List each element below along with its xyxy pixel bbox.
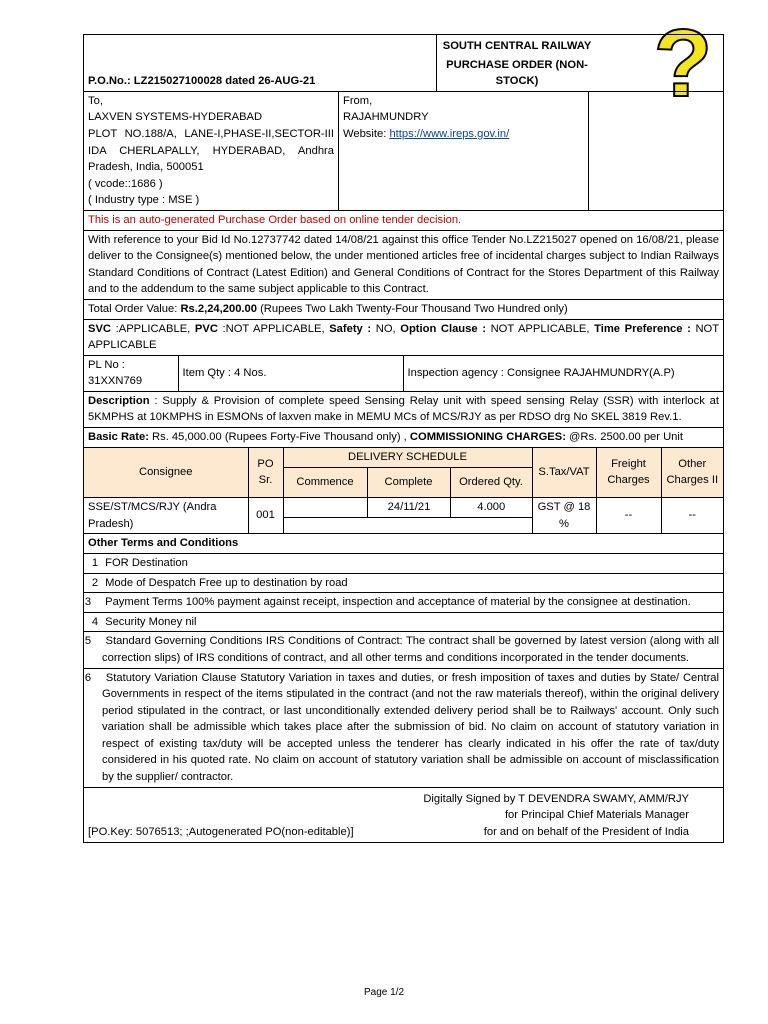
- term-1: 1 FOR Destination: [84, 553, 724, 573]
- digital-signature: Digitally Signed by T DEVENDRA SWAMY, AMM/RJY: [423, 792, 690, 805]
- for-pcmm: for Principal Chief Materials Manager: [504, 809, 690, 822]
- title-cell: [437, 35, 724, 92]
- header-stax: S.Tax/VAT: [532, 448, 596, 498]
- header-delivery-schedule: DELIVERY SCHEDULE: [283, 448, 532, 468]
- po-number-cell: [84, 35, 437, 92]
- header-commence: Commence: [283, 468, 367, 498]
- pl-number: 31XXN769: [88, 375, 143, 388]
- commissioning-label: COMMISSIONING CHARGES:: [409, 431, 566, 444]
- from-label: From,: [343, 94, 373, 107]
- total-order-label: Total Order Value:: [88, 302, 178, 315]
- item-qty: Item Qty : 4 Nos.: [178, 356, 403, 391]
- row-freight: --: [596, 498, 661, 534]
- row-complete: 24/11/21: [368, 498, 451, 517]
- to-address-cell: [84, 91, 339, 210]
- vendor-address: PLOT NO.188/A, LANE-I,PHASE-II,SECTOR-III IDA CHERLAPALLY, HYDERABAD, Andhra Pradesh, India, 500051: [88, 127, 334, 174]
- description-label: Description: [88, 394, 150, 407]
- po-number: P.O.No.: LZ215027100028 dated 26-AUG-21: [88, 75, 316, 88]
- page-number: Page 1/2: [363, 987, 405, 998]
- description-text: : Supply & Provision of complete speed Sensing Relay unit with speed sensing Relay (SSR) with interlock at 5KMPHS at 10KMPHS in ESMONs of laxven make in MEMU MCs of MCS/RJY as per RDSO drg No SKEL 3819 Rev.1.: [88, 394, 720, 424]
- website-label: Website:: [343, 127, 387, 140]
- auto-generated-notice: This is an auto-generated Purchase Order based on online tender decision.: [84, 210, 724, 230]
- inspection-agency: Inspection agency : Consignee RAJAHMUNDRY(A.P): [407, 366, 675, 379]
- po-type: PURCHASE ORDER (NON-STOCK): [446, 58, 588, 88]
- basic-rate-value: Rs. 45,000.00 (Rupees Forty-Five Thousand only) ,: [152, 431, 407, 444]
- row-stax: GST @ 18 %: [532, 498, 596, 534]
- safety-label: Safety :: [329, 322, 372, 335]
- pvc-value: :NOT APPLICABLE,: [222, 322, 325, 335]
- term-2: 2 Mode of Despatch Free up to destination by road: [84, 573, 724, 593]
- term-3: 3 Payment Terms 100% payment against receipt, inspection and acceptance of material by the consignee at destination.: [84, 593, 724, 613]
- po-key: [PO.Key: 5076513; ;Autogenerated PO(non-editable)]: [88, 825, 354, 838]
- total-order-row: [84, 299, 724, 319]
- reference-text: With reference to your Bid Id No.12737742 dated 14/08/21 against this office Tender No.LZ215027 opened on 16/08/21, please deliver to the Consignee(s) mentioned below, the under mentioned articles free of incidental charges subject to Indian Railways Standard Conditions of Contract (Latest Edition) and General Conditions of Contract for the Stores Department of this Railway and to the addendum to the same subject applicable to this Contract.: [84, 230, 724, 299]
- from-address-cell: [339, 91, 589, 210]
- website-link[interactable]: https://www.ireps.gov.in/: [389, 127, 510, 140]
- header-complete: Complete: [367, 468, 450, 498]
- svc-label: SVC: [88, 322, 112, 335]
- header-consignee: Consignee: [84, 448, 248, 498]
- pvc-label: PVC: [194, 322, 218, 335]
- svc-value: :APPLICABLE,: [115, 322, 191, 335]
- flags-row: [84, 319, 724, 355]
- row-ordered: 4.000: [451, 498, 532, 517]
- time-preference-value: NOT APPLICABLE: [88, 322, 720, 352]
- header-freight: Freight Charges: [596, 448, 661, 498]
- row-other: --: [688, 509, 696, 522]
- term-6: 6 Statutory Variation Clause Statutory Variation in taxes and duties, or fresh imposition of taxes and duties by State/ Central Governments in respect of the items stipulated in the contract (and not the raw materials thereof), within the original delivery period stipulated in the contract, or last unconditionally extended delivery period shall be to Railways' account. Only such variation shall be admissible which takes place after the submission of bid. No claim on account of statutory variation in respect of existing tax/duty will be accepted unless the tenderer has clearly indicated in his offer the rate of tax/duty considered in his quoted rate. No claim on account of statutory variation shall be admissible on account of misclassification by the supplier/ contractor.: [84, 668, 724, 787]
- empty-cell: [589, 91, 724, 210]
- option-clause-value: NOT APPLICABLE,: [490, 322, 590, 335]
- row-consignee: SSE/ST/MCS/RJY (Andra Pradesh): [84, 498, 248, 534]
- svg-text:?: ?: [653, 16, 713, 108]
- header-other-charges: Other Charges II: [661, 448, 723, 498]
- rate-row: [84, 428, 724, 448]
- term-5: 5 Standard Governing Conditions IRS Conditions of Contract: The contract shall be governed by latest version (along with all correction slips) of IRS conditions of contract, and all other terms and conditions incorporated in the tender documents.: [84, 632, 724, 668]
- row-commence: [284, 498, 368, 517]
- description-row: [84, 391, 724, 427]
- signature-block: [84, 787, 724, 843]
- from-name: RAJAHMUNDRY: [343, 111, 429, 124]
- term-4: 4 Security Money nil: [84, 612, 724, 632]
- commissioning-value: @Rs. 2500.00 per Unit: [569, 431, 683, 444]
- row-po-sr: 001: [248, 498, 283, 534]
- railway-name: SOUTH CENTRAL RAILWAY: [442, 40, 592, 52]
- basic-rate-label: Basic Rate:: [88, 431, 149, 444]
- total-order-amount: Rs.2,24,200.00: [180, 302, 257, 315]
- to-label: To,: [88, 94, 103, 107]
- on-behalf: for and on behalf of the President of India: [483, 825, 690, 838]
- header-ordered-qty: Ordered Qty.: [450, 468, 532, 498]
- option-clause-label: Option Clause :: [400, 322, 486, 335]
- purchase-order-document: [83, 34, 724, 843]
- vendor-code: ( vcode::1686 ): [88, 177, 163, 190]
- table-row: [84, 498, 723, 534]
- vendor-name: LAXVEN SYSTEMS-HYDERABAD: [88, 111, 263, 124]
- time-preference-label: Time Preference :: [594, 322, 691, 335]
- industry-type: ( Industry type : MSE ): [88, 194, 200, 207]
- item-row: [84, 355, 724, 391]
- safety-value: NO,: [375, 322, 396, 335]
- pl-cell: [84, 356, 178, 391]
- header-po-sr: PO Sr.: [248, 448, 283, 498]
- terms-title: Other Terms and Conditions: [84, 534, 724, 554]
- pl-label: PL No :: [88, 358, 125, 371]
- delivery-schedule: [84, 447, 724, 534]
- total-order-words: (Rupees Two Lakh Twenty-Four Thousand Two Hundred only): [260, 302, 568, 315]
